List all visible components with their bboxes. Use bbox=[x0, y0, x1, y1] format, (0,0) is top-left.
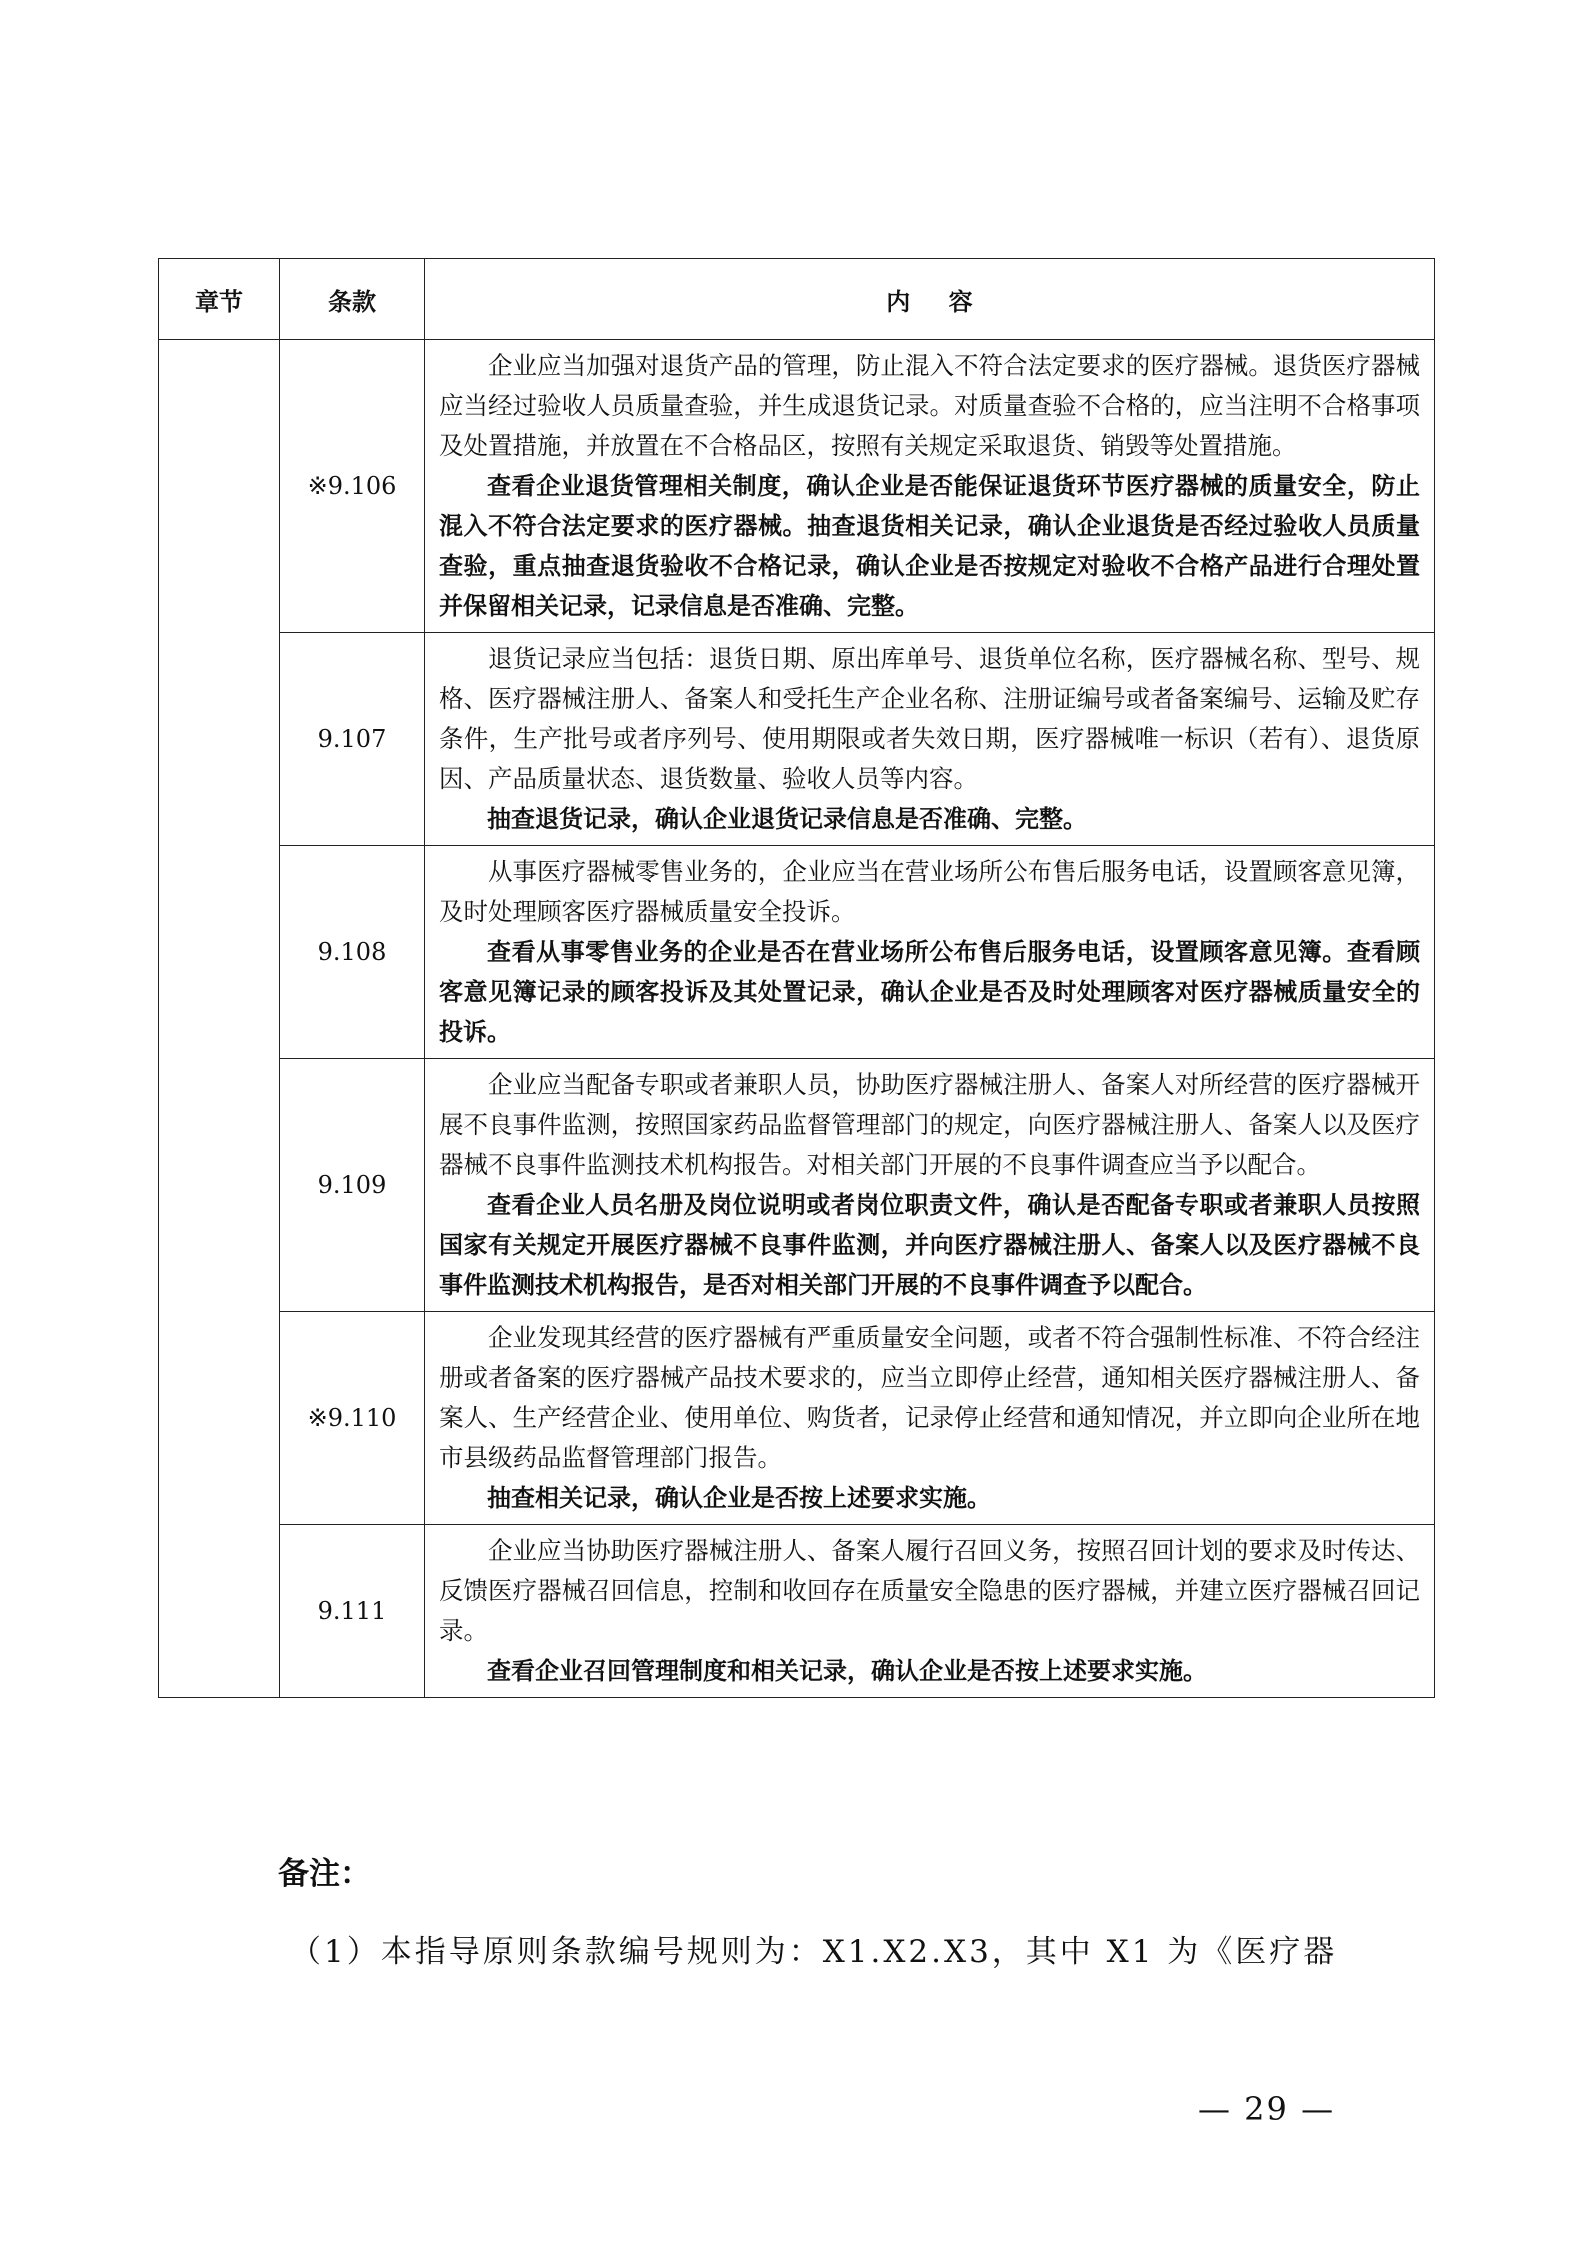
inspection-method-text: 查看企业召回管理制度和相关记录，确认企业是否按上述要求实施。 bbox=[487, 1657, 1207, 1685]
notes-section bbox=[278, 1852, 1398, 1976]
inspection-method-text: 查看企业人员名册及岗位说明或者岗位职责文件，确认是否配备专职或者兼职人员按照国家有关规定开展医疗器械不良事件监测，并向医疗器械注册人、备案人以及医疗器械不良事件监测技术机构报告，是否对相关部门开展的不良事件调查予以配合。 bbox=[439, 1191, 1420, 1299]
inspection-method-text: 抽查相关记录，确认企业是否按上述要求实施。 bbox=[487, 1484, 991, 1512]
table-row bbox=[159, 1525, 1435, 1698]
clause-content bbox=[425, 846, 1435, 1059]
clause-number: 9.109 bbox=[280, 1059, 425, 1312]
notes-title: 备注： bbox=[278, 1856, 371, 1892]
inspection-method-text: 查看从事零售业务的企业是否在营业场所公布售后服务电话，设置顾客意见簿。查看顾客意见簿记录的顾客投诉及其处置记录，确认企业是否及时处理顾客对医疗器械质量安全的投诉。 bbox=[439, 938, 1420, 1046]
clause-number: 9.111 bbox=[280, 1525, 425, 1698]
header-content-label: 内容 bbox=[886, 287, 1012, 316]
header-chapter: 章节 bbox=[159, 259, 280, 340]
page-number: — 29 — bbox=[1198, 2090, 1336, 2128]
requirement-text: 企业发现其经营的医疗器械有严重质量安全问题，或者不符合强制性标准、不符合经注册或者备案的医疗器械产品技术要求的，应当立即停止经营，通知相关医疗器械注册人、备案人、生产经营企业、使用单位、购货者，记录停止经营和通知情况，并立即向企业所在地市县级药品监督管理部门报告。 bbox=[439, 1323, 1420, 1472]
requirement-text: 企业应当配备专职或者兼职人员，协助医疗器械注册人、备案人对所经营的医疗器械开展不良事件监测，按照国家药品监督管理部门的规定，向医疗器械注册人、备案人以及医疗器械不良事件监测技术机构报告。对相关部门开展的不良事件调查应当予以配合。 bbox=[439, 1070, 1420, 1179]
clause-content bbox=[425, 1312, 1435, 1525]
clause-content bbox=[425, 340, 1435, 633]
clause-content bbox=[425, 1525, 1435, 1698]
clause-number: 9.108 bbox=[280, 846, 425, 1059]
note-line-1: （1）本指导原则条款编号规则为：X1.X2.X3，其中 X1 为《医疗器 bbox=[290, 1934, 1338, 1970]
clause-number: ※9.106 bbox=[280, 340, 425, 633]
requirement-text: 从事医疗器械零售业务的，企业应当在营业场所公布售后服务电话，设置顾客意见簿，及时处理顾客医疗器械质量安全投诉。 bbox=[439, 857, 1420, 926]
inspection-table bbox=[158, 258, 1435, 1698]
table-row bbox=[159, 633, 1435, 846]
table-row bbox=[159, 1059, 1435, 1312]
chapter-cell bbox=[159, 340, 280, 1698]
clause-content bbox=[425, 633, 1435, 846]
table-row bbox=[159, 846, 1435, 1059]
header-clause: 条款 bbox=[280, 259, 425, 340]
inspection-method-text: 抽查退货记录，确认企业退货记录信息是否准确、完整。 bbox=[487, 805, 1087, 833]
table-row bbox=[159, 1312, 1435, 1525]
clause-number: ※9.110 bbox=[280, 1312, 425, 1525]
table-header-row bbox=[159, 259, 1435, 340]
requirement-text: 退货记录应当包括：退货日期、原出库单号、退货单位名称，医疗器械名称、型号、规格、医疗器械注册人、备案人和受托生产企业名称、注册证编号或者备案编号、运输及贮存条件，生产批号或者序列号、使用期限或者失效日期，医疗器械唯一标识（若有）、退货原因、产品质量状态、退货数量、验收人员等内容。 bbox=[439, 644, 1420, 793]
clause-number: 9.107 bbox=[280, 633, 425, 846]
table-row bbox=[159, 340, 1435, 633]
requirement-text: 企业应当加强对退货产品的管理，防止混入不符合法定要求的医疗器械。退货医疗器械应当经过验收人员质量查验，并生成退货记录。对质量查验不合格的，应当注明不合格事项及处置措施，并放置在不合格品区，按照有关规定采取退货、销毁等处置措施。 bbox=[439, 351, 1420, 460]
header-content bbox=[425, 259, 1435, 340]
requirement-text: 企业应当协助医疗器械注册人、备案人履行召回义务，按照召回计划的要求及时传达、反馈医疗器械召回信息，控制和收回存在质量安全隐患的医疗器械，并建立医疗器械召回记录。 bbox=[439, 1536, 1420, 1645]
inspection-method-text: 查看企业退货管理相关制度，确认企业是否能保证退货环节医疗器械的质量安全，防止混入不符合法定要求的医疗器械。抽查退货相关记录，确认企业退货是否经过验收人员质量查验，重点抽查退货验收不合格记录，确认企业是否按规定对验收不合格产品进行合理处置并保留相关记录，记录信息是否准确、完整。 bbox=[439, 472, 1420, 620]
clause-content bbox=[425, 1059, 1435, 1312]
inspection-table-wrapper bbox=[158, 258, 1434, 1698]
